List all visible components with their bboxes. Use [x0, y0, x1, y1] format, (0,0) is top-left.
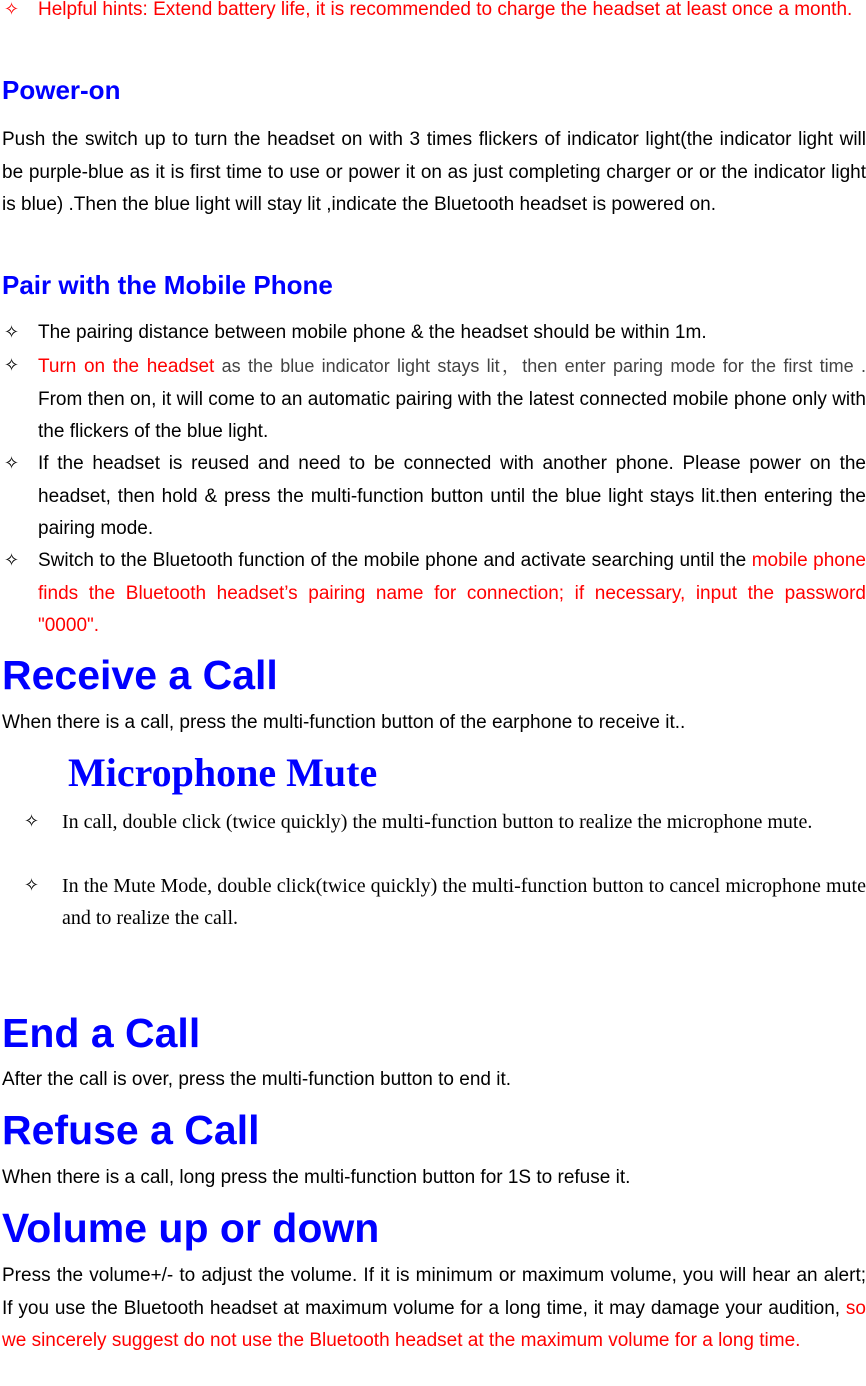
pair-bullet-3 [0, 448, 866, 546]
pair-bullet-4-lead: Switch to the Bluetooth function of the mobile phone and activate searching until the [38, 550, 747, 571]
diamond-bullet-icon: ✧ [24, 875, 40, 896]
pair-bullet-1-text: The pairing distance between mobile phone & the headset should be within 1m. [38, 322, 707, 343]
pair-bullet-2 [0, 350, 866, 449]
volume-heading: Volume up or down [2, 1205, 380, 1251]
pair-bullet-4-emphasis: mobile phone finds the Bluetooth headset’s pairing name for connection; if necessary, input the password "0000". [38, 550, 866, 636]
pair-bullet-4-text [38, 545, 866, 643]
hint-bullet [0, 0, 866, 27]
power-on-heading: Power-on [2, 75, 121, 105]
refuse-call-heading: Refuse a Call [2, 1107, 260, 1153]
mute-bullet-1 [0, 806, 866, 838]
pair-bullet-2-rest: From then on, it will come to an automatic pairing with the latest connected mobile phone only with the flickers of the blue light. [38, 388, 866, 442]
refuse-call-body: When there is a call, long press the multi-function button for 1S to refuse it. [2, 1167, 631, 1188]
diamond-bullet-icon: ✧ [24, 811, 40, 832]
pair-bullet-2-muted: as the blue indicator light stays lit，then enter paring mode for the first time . [214, 356, 866, 376]
turn-on-emphasis: Turn on the headset [38, 356, 215, 377]
receive-call-heading: Receive a Call [2, 652, 278, 698]
diamond-bullet-icon: ✧ [4, 550, 20, 571]
diamond-bullet-icon: ✧ [4, 453, 20, 474]
diamond-bullet-icon: ✧ [4, 355, 20, 376]
hint-text: Helpful hints: Extend battery life, it is recommended to charge the headset at least once a month. [38, 0, 853, 20]
pair-bullet-4 [0, 545, 866, 643]
pair-bullet-2-text [38, 350, 866, 449]
end-call-body: After the call is over, press the multi-function button to end it. [2, 1069, 512, 1090]
mute-bullet-2 [0, 870, 866, 934]
pair-heading: Pair with the Mobile Phone [2, 270, 333, 300]
power-on-body: Push the switch up to turn the headset on with 3 times flickers of indicator light(the indicator light will be purple-blue as it is first time to use or power it on as just completing charger or or the indicator light is blue) .Then the blue light will stay lit ,indicate the Bluetooth headset is powered on. [2, 129, 866, 215]
mute-bullet-1-text: In call, double click (twice quickly) the multi-function button to realize the microphone mute. [62, 811, 813, 833]
receive-call-body: When there is a call, press the multi-function button of the earphone to receive it.. [2, 712, 686, 733]
volume-body [2, 1260, 866, 1358]
volume-body-text: Press the volume+/- to adjust the volume. If it is minimum or maximum volume, you will hear an alert; If you use the Bluetooth headset at maximum volume for a long time, it may damage your audition, [2, 1265, 866, 1319]
pair-bullet-1 [0, 317, 866, 350]
pair-bullet-3-text: If the headset is reused and need to be connected with another phone. Please power on the headset, then hold & press the multi-function button until the blue light stays lit.then entering the pairing mode. [38, 453, 866, 539]
end-call-heading: End a Call [2, 1010, 201, 1056]
diamond-bullet-icon: ✧ [4, 322, 20, 343]
microphone-mute-heading: Microphone Mute [68, 750, 378, 795]
volume-warning: so we sincerely suggest do not use the Bluetooth headset at the maximum volume for a long time. [2, 1297, 866, 1351]
diamond-bullet-icon: ✧ [4, 0, 20, 20]
mute-bullet-2-text: In the Mute Mode, double click(twice quickly) the multi-function button to cancel microphone mute and to realize the call. [62, 875, 866, 929]
